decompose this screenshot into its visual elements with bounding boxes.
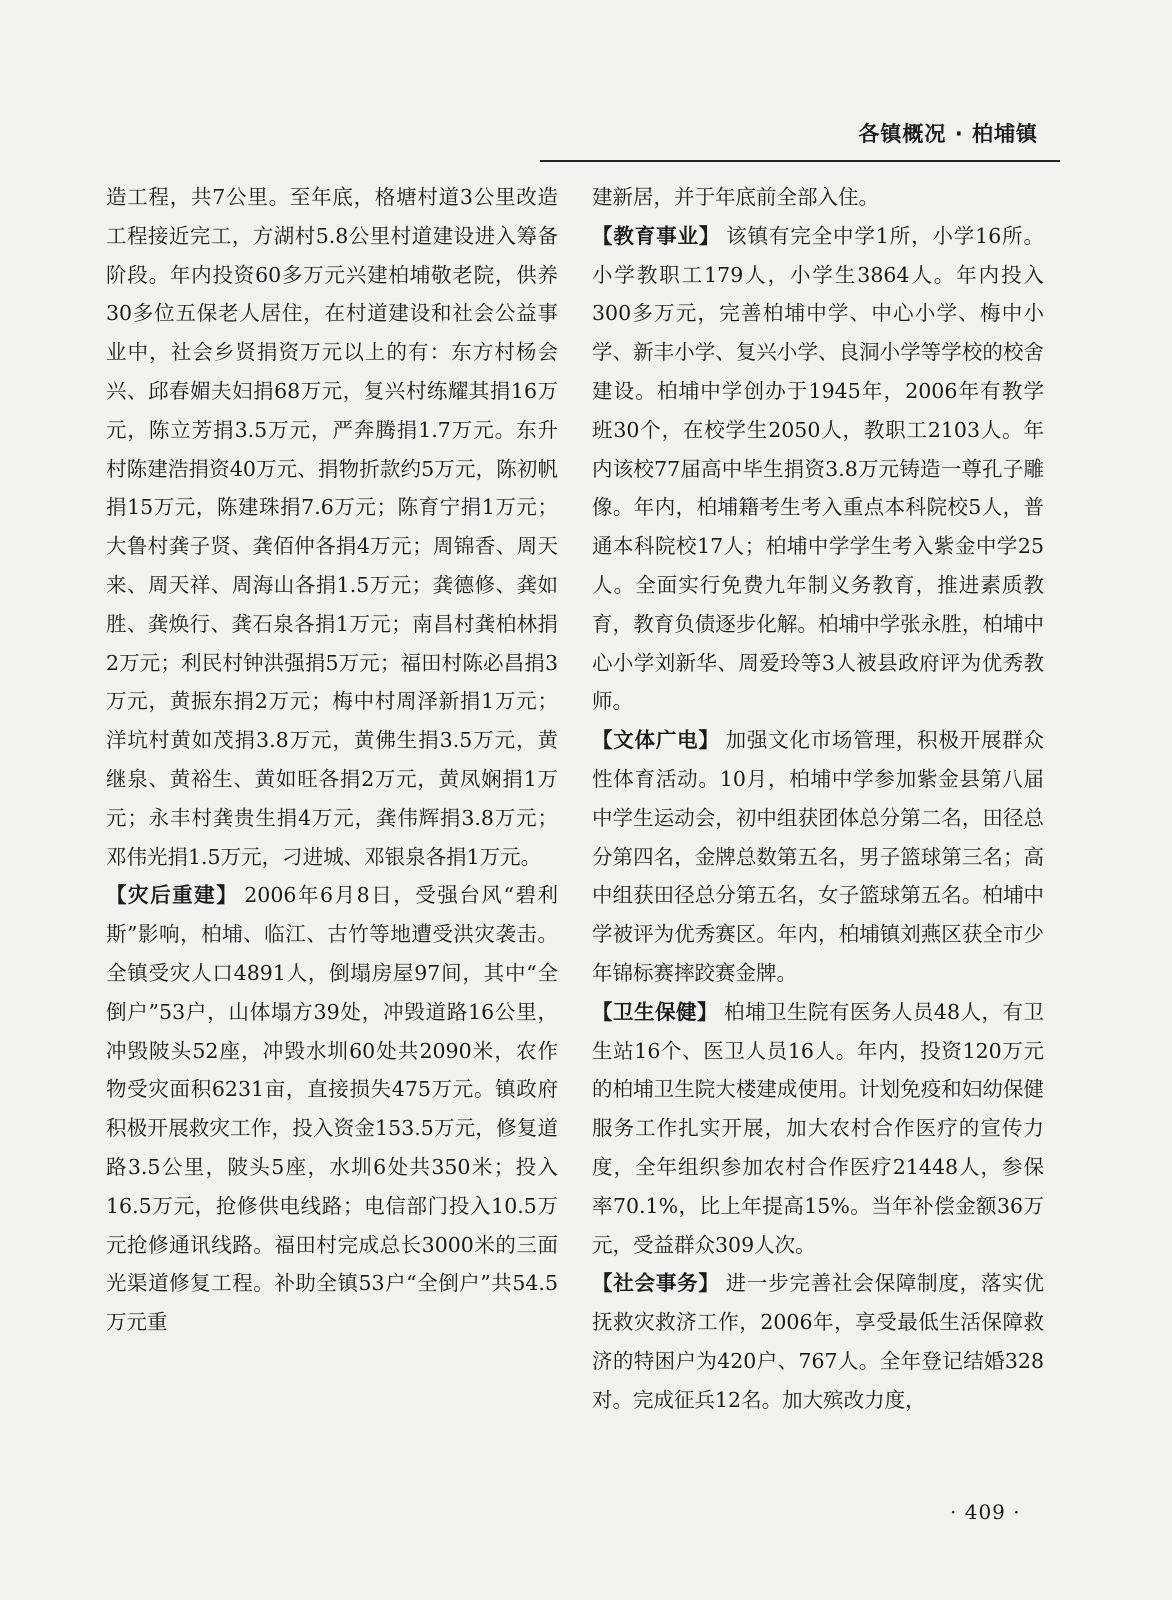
section-culture-sports (592, 721, 1044, 993)
paragraph-donations: 造工程，共7公里。至年底，格塘村道3公里改造工程接近完工，方湖村5.8公里村道建设进入筹备阶段。年内投资60多万元兴建柏埔敬老院，供养30多位五保老人居住，在村道建设和社会公益事业中，社会乡贤捐资万元以上的有：东方村杨会兴、邱春媚夫妇捐68万元，复兴村练耀其捐16万元，陈立芳捐3.5万元，严奔腾捐1.7万元。东升村陈建浩捐资40万元、捐物折款约5万元，陈初帆捐15万元，陈建珠捐7.6万元；陈育宁捐1万元；大鲁村龚子贤、龚佰仲各捐4万元；周锦香、周天来、周天祥、周海山各捐1.5万元；龚德修、龚如胜、龚焕行、龚石泉各捐1万元；南昌村龚柏林捐2万元；利民村钟洪强捐5万元；福田村陈必昌捐3万元，黄振东捐2万元；梅中村周泽新捐1万元；洋坑村黄如茂捐3.8万元，黄佛生捐3.5万元，黄继泉、黄裕生、黄如旺各捐2万元，黄凤娴捐1万元；永丰村龚贵生捐4万元，龚伟辉捐3.8万元；邓伟光捐1.5万元，刁进城、邓银泉各捐1万元。 (106, 185, 558, 869)
section-health (592, 993, 1044, 1265)
section-text-culture: 加强文化市场管理，积极开展群众性体育活动。10月，柏埔中学参加紫金县第八届中学生运动会，初中组获团体总分第二名，田径总分第四名，金牌总数第五名，男子篮球第三名；高中组获田径总分第五名，女子篮球第五名。柏埔中学被评为优秀赛区。年内，柏埔镇刘燕区获全市少年锦标赛摔跤赛金牌。 (592, 728, 1045, 985)
page-number: · 409 · (950, 1500, 1021, 1524)
section-heading-culture: 【文体广电】 (592, 728, 720, 753)
running-header (540, 118, 1060, 162)
section-heading-disaster: 【灾后重建】 (106, 883, 239, 908)
section-text-disaster: 2006年6月8日，受强台风“碧利斯”影响，柏埔、临江、古竹等地遭受洪灾袭击。全镇受灾人口4891人，倒塌房屋97间，其中“全倒户”53户，山体塌方39处，冲毁道路16公里，冲毁陂头52座，冲毁水圳60处共2090米，农作物受灾面积6231亩，直接损失475万元。镇政府积极开展救灾工作，投入资金153.5万元，修复道路3.5公里，陂头5座，水圳6处共350米；投入16.5万元，抢修供电线路；电信部门投入10.5万元抢修通讯线路。福田村完成总长3000米的三面光渠道修复工程。补助全镇53户“全倒户”共54.5万元重 (106, 883, 558, 1335)
section-heading-education: 【教育事业】 (592, 223, 721, 248)
section-education (592, 217, 1044, 721)
left-column (106, 178, 558, 1342)
section-text-health: 柏埔卫生院有医务人员48人，有卫生站16个、医卫人员16人。年内，投资120万元的柏埔卫生院大楼建成使用。计划免疫和妇幼保健服务工作扎实开展，加大农村合作医疗的宣传力度，全年组织参加农村合作医疗21448人，参保率70.1%，比上年提高15%。当年补偿金额36万元，受益群众309人次。 (592, 999, 1045, 1257)
section-text-education: 该镇有完全中学1所，小学16所。小学教职工179人，小学生3864人。年内投入300多万元，完善柏埔中学、中心小学、梅中小学、新丰小学、复兴小学、良洞小学等学校的校舍建设。柏埔中学创办于1945年，2006年有教学班30个，在校学生2050人，教职工2103人。年内该校77届高中毕生捐资3.8万元铸造一尊孔子雕像。年内，柏埔籍考生考入重点本科院校5人，普通本科院校17人；柏埔中学学生考入紫金中学25人。全面实行免费九年制义务教育，推进素质教育，教育负债逐步化解。柏埔中学张永胜，柏埔中心小学刘新华、周爱玲等3人被县政府评为优秀教师。 (592, 223, 1044, 714)
section-social-affairs (592, 1264, 1044, 1419)
section-heading-health: 【卫生保健】 (592, 999, 718, 1024)
section-disaster-reconstruction (106, 876, 558, 1342)
section-text-social: 进一步完善社会保障制度，落实优抚救灾救济工作，2006年，享受最低生活保障救济的特困户为420户、767人。全年登记结婚328对。完成征兵12名。加大殡改力度， (592, 1271, 1045, 1412)
running-title: 各镇概况 · 柏埔镇 (858, 122, 1038, 146)
paragraph-continuation: 建新居，并于年底前全部入住。 (592, 185, 879, 209)
right-column (592, 178, 1044, 1420)
section-heading-social: 【社会事务】 (592, 1271, 720, 1296)
